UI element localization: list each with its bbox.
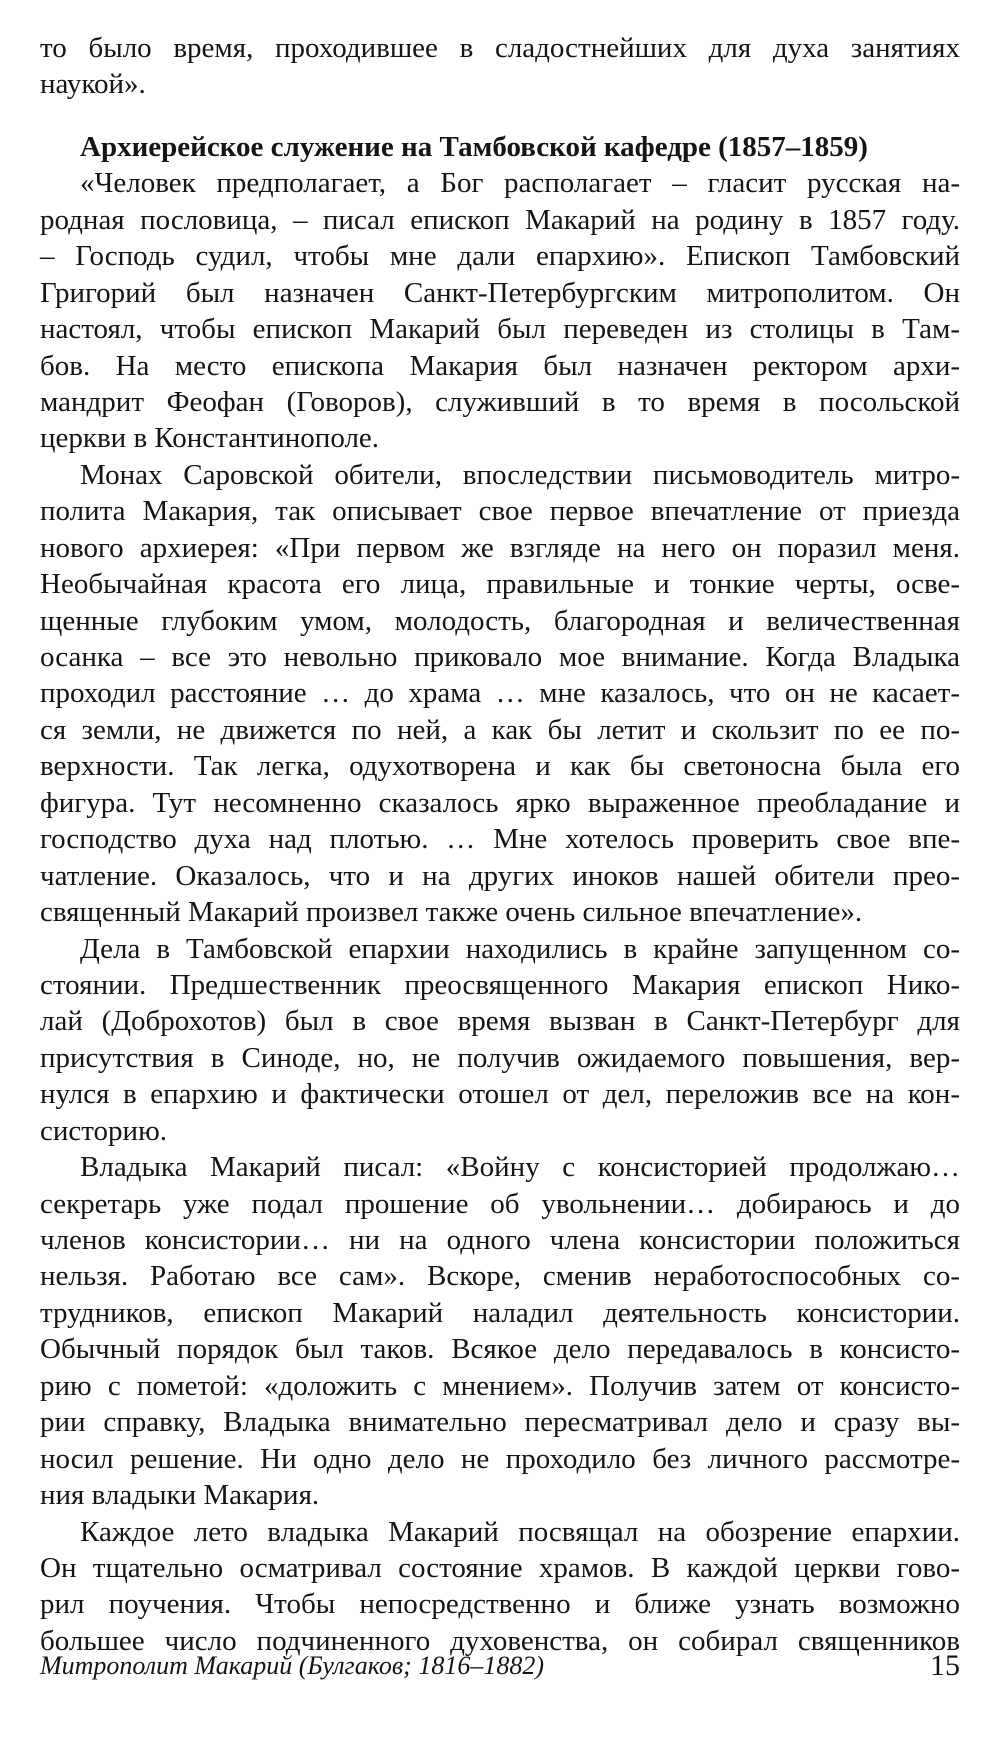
text-line: Дела в Тамбовской епархии находились в крайне запущенном со- [80, 932, 960, 965]
continuation-text [40, 30, 960, 103]
text-line: стоянии. Предшественник преосвященного Макария епископ Нико- [40, 968, 960, 1001]
text-line: чатление. Оказалось, что и на других иноков нашей обители прео- [40, 859, 960, 892]
text-line: полита Макария, так описывает свое первое впечатление от приезда [40, 495, 960, 528]
text-line: рии справку, Владыка внимательно пересматривал дело и сразу вы- [40, 1406, 960, 1439]
text-line: Григорий был назначен Санкт-Петербургским митрополитом. Он [40, 276, 960, 309]
text-line: трудников, епископ Макарий наладил деятельность консистории. [40, 1296, 960, 1329]
text-line: ния владыки Макария. [40, 1479, 320, 1512]
text-line: верхности. Так легка, одухотворена и как бы светоносна была его [40, 750, 960, 783]
text-line: большее число подчиненного духовенства, он собирал священников [40, 1624, 960, 1657]
text-line: церкви в Константинополе. [40, 422, 380, 455]
paragraph [40, 1149, 960, 1513]
page-number: 15 [930, 1649, 960, 1682]
paragraph [40, 457, 960, 931]
text-line: то было время, проходившее в сладостнейших для духа занятиях [40, 32, 960, 64]
text-line: – Господь судил, чтобы мне дали епархию». Епископ Тамбовский [40, 240, 960, 273]
text-line: рию с пометой: «доложить с мнением». Получив затем от консисто- [40, 1369, 960, 1402]
running-title: Митрополит Макарий (Булгаков; 1816–1882) [40, 1651, 544, 1680]
paragraph [40, 165, 960, 457]
text-line: бов. На место епископа Макария был назначен ректором архи- [40, 349, 960, 382]
text-line: нельзя. Работаю все сам». Вскоре, сменив неработоспособных со- [40, 1260, 960, 1293]
section-gap [40, 103, 960, 129]
text-line: Обычный порядок был таков. Всякое дело передавалось в консисто- [40, 1333, 960, 1366]
text-line: проходил расстояние … до храма … мне казалось, что он не касает- [40, 677, 960, 710]
text-line: носил решение. Ни одно дело не проходило без личного рассмотре- [40, 1442, 960, 1475]
text-line: Он тщательно осматривал состояние храмов. В каждой церкви гово- [40, 1551, 960, 1584]
text-line: секретарь уже подал прошение об увольнении… добираюсь и до [40, 1187, 960, 1220]
text-line: священный Макарий произвел также очень сильное впечатление». [40, 896, 863, 929]
text-line: Владыка Макарий писал: «Войну с консисторией продолжаю… [80, 1151, 960, 1184]
text-line: «Человек предполагает, а Бог располагает – гласит русская на- [80, 167, 960, 200]
text-line: Каждое лето владыка Макарий посвящал на обозрение епархии. [80, 1515, 960, 1548]
paragraph [40, 931, 960, 1150]
page-footer [40, 1648, 960, 1688]
section-heading: Архиерейское служение на Тамбовской кафедре (1857–1859) [80, 130, 868, 163]
text-line: нулся в епархию и фактически отошел от дел, переложив все на кон- [40, 1078, 960, 1111]
text-line: господство духа над плотью. … Мне хотелось проверить свое впе- [40, 823, 960, 856]
text-line: присутствия в Синоде, но, не получив ожидаемого повышения, вер- [40, 1041, 960, 1074]
text-line: осанка – все это невольно приковало мое внимание. Когда Владыка [40, 641, 960, 673]
text-line: Необычайная красота его лица, правильные и тонкие черты, осве- [40, 568, 960, 601]
text-line: членов консистории… ни на одного члена консистории положиться [40, 1224, 960, 1256]
text-line: систорию. [40, 1114, 167, 1147]
text-line: наукой». [40, 68, 146, 101]
page-body [40, 30, 960, 1720]
text-line: лай (Доброхотов) был в свое время вызван в Санкт-Петербург для [40, 1005, 960, 1038]
text-line: рил поучения. Чтобы непосредственно и ближе узнать возможно [40, 1588, 960, 1621]
text-line: фигура. Тут несомненно сказалось ярко выраженное преобладание и [40, 786, 960, 819]
paragraph [40, 1514, 960, 1660]
text-line: Монах Саровской обители, впоследствии письмоводитель митро- [80, 458, 960, 491]
text-line: нового архиерея: «При первом же взгляде на него он поразил меня. [40, 531, 960, 564]
text-line: щенные глубоким умом, молодость, благородная и величественная [40, 604, 960, 637]
text-line: ся земли, не движется по ней, а как бы летит и скользит по ее по- [40, 713, 960, 746]
text-line: мандрит Феофан (Говоров), служивший в то время в посольской [40, 385, 960, 418]
text-line: родная пословица, – писал епископ Макарий на родину в 1857 году. [40, 203, 960, 236]
text-line: настоял, чтобы епископ Макарий был переведен из столицы в Там- [40, 313, 960, 346]
